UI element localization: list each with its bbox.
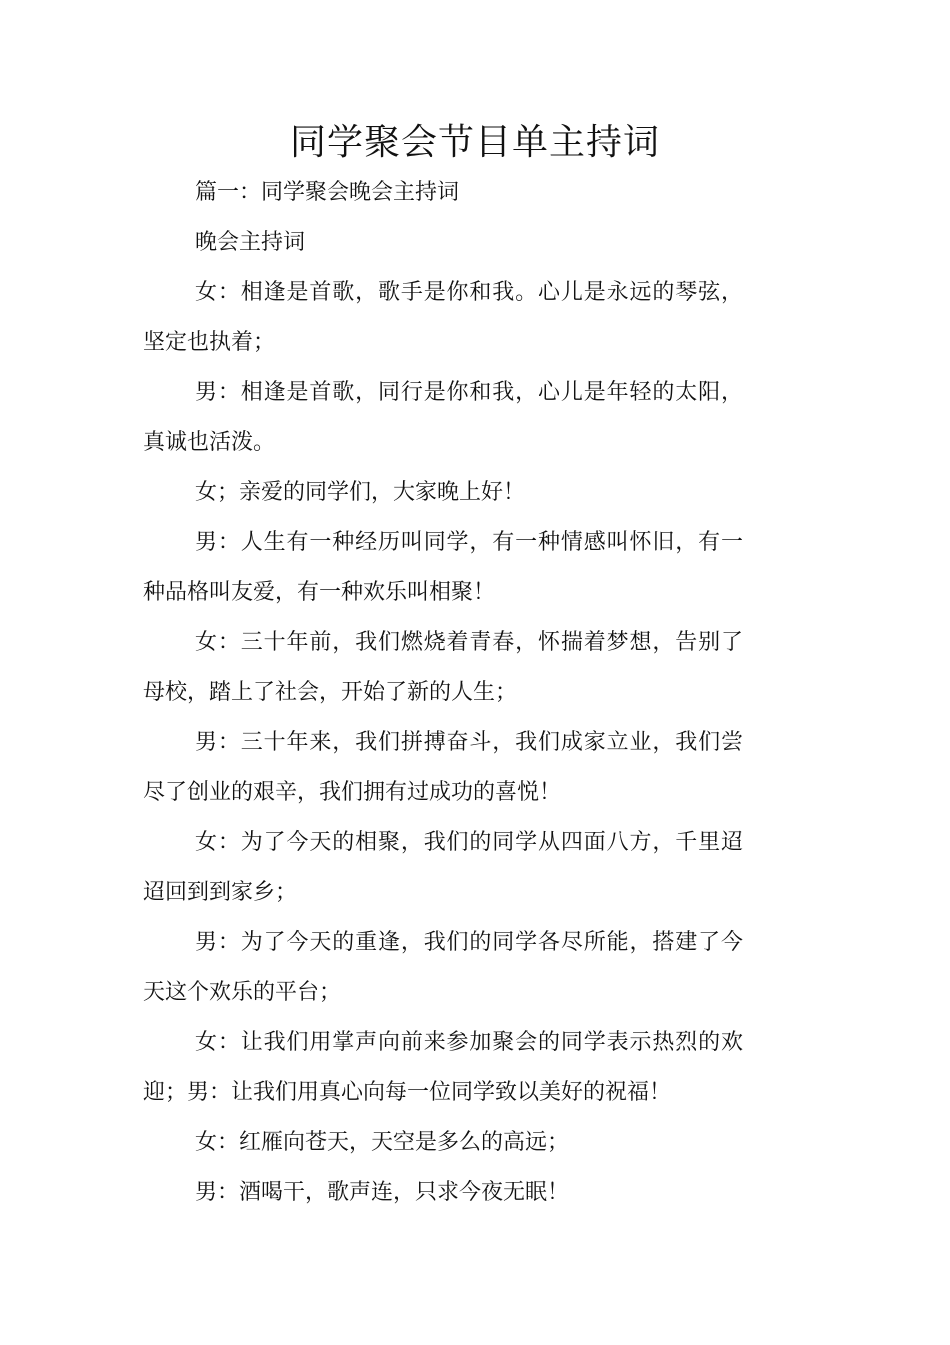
paragraph-8: 男：三十年来，我们拼搏奋斗，我们成家立业，我们尝尽了创业的艰辛，我们拥有过成功的喜悦！ <box>143 730 743 805</box>
paragraph-1: 篇一：同学聚会晚会主持词 <box>195 180 460 205</box>
paragraph-9: 女：为了今天的相聚，我们的同学从四面八方，千里迢迢回到到家乡； <box>143 830 743 905</box>
paragraph-13: 男：酒喝干，歌声连，只求今夜无眠！ <box>195 1180 570 1205</box>
document-body <box>143 168 743 1218</box>
paragraph-3: 女：相逢是首歌，歌手是你和我。心儿是永远的琴弦，坚定也执着； <box>143 280 743 355</box>
paragraph-2: 晚会主持词 <box>195 230 306 255</box>
document-title: 同学聚会节目单主持词 <box>289 122 660 163</box>
paragraph-11: 女：让我们用掌声向前来参加聚会的同学表示热烈的欢迎；男：让我们用真心向每一位同学致以美好的祝福！ <box>143 1030 743 1105</box>
paragraph-12: 女：红雁向苍天，天空是多么的高远； <box>195 1130 570 1155</box>
paragraph-10: 男：为了今天的重逢，我们的同学各尽所能，搭建了今天这个欢乐的平台； <box>143 930 743 1005</box>
paragraph-4: 男：相逢是首歌，同行是你和我，心儿是年轻的太阳，真诚也活泼。 <box>143 380 743 455</box>
paragraph-5: 女；亲爱的同学们，大家晚上好！ <box>195 480 526 505</box>
paragraph-7: 女：三十年前，我们燃烧着青春，怀揣着梦想，告别了母校，踏上了社会，开始了新的人生； <box>143 630 743 705</box>
paragraph-6: 男：人生有一种经历叫同学，有一种情感叫怀旧，有一种品格叫友爱，有一种欢乐叫相聚！ <box>143 530 743 605</box>
